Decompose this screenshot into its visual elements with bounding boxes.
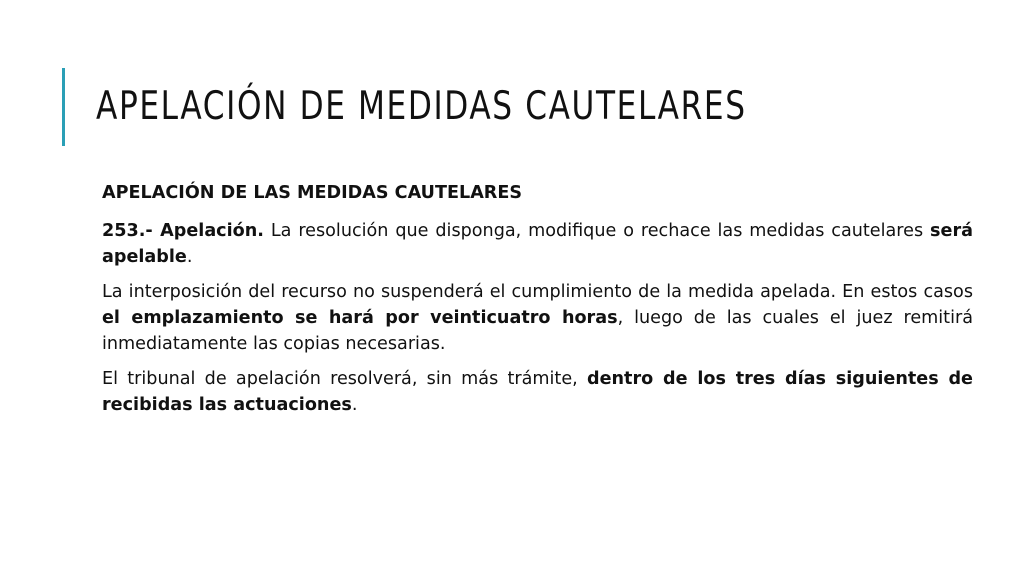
article-lead: 253.- Apelación. [102, 221, 264, 241]
body-heading: APELACIÓN DE LAS MEDIDAS CAUTELARES [102, 183, 523, 203]
paragraph-article-253 [102, 218, 973, 270]
title-accent-bar [62, 68, 65, 146]
interposicion-bold-phrase: el emplazamiento se hará por veinticuatro horas [102, 308, 618, 328]
article-text: La resolución que disponga, modifique o rechace las medidas cautelares [263, 221, 931, 241]
interposicion-text-2: , luego de las cuales el juez remitirá inmediatamente las copias necesarias. [102, 308, 973, 354]
tribunal-end: . [351, 395, 358, 415]
interposicion-text-1: La interposición del recurso no suspenderá el cumplimiento de la medida apelada. En estos casos [102, 282, 973, 302]
article-bold-phrase: será apelable [102, 221, 974, 267]
tribunal-text: El tribunal de apelación resolverá, sin más trámite, [102, 369, 587, 389]
slide-title: APELACIÓN DE MEDIDAS CAUTELARES [96, 84, 747, 129]
paragraph-interposicion [102, 279, 973, 357]
tribunal-bold-phrase: dentro de los tres días siguientes de recibidas las actuaciones [102, 369, 973, 415]
slide-body [102, 180, 973, 427]
paragraph-tribunal [102, 366, 973, 418]
article-end: . [186, 247, 193, 267]
